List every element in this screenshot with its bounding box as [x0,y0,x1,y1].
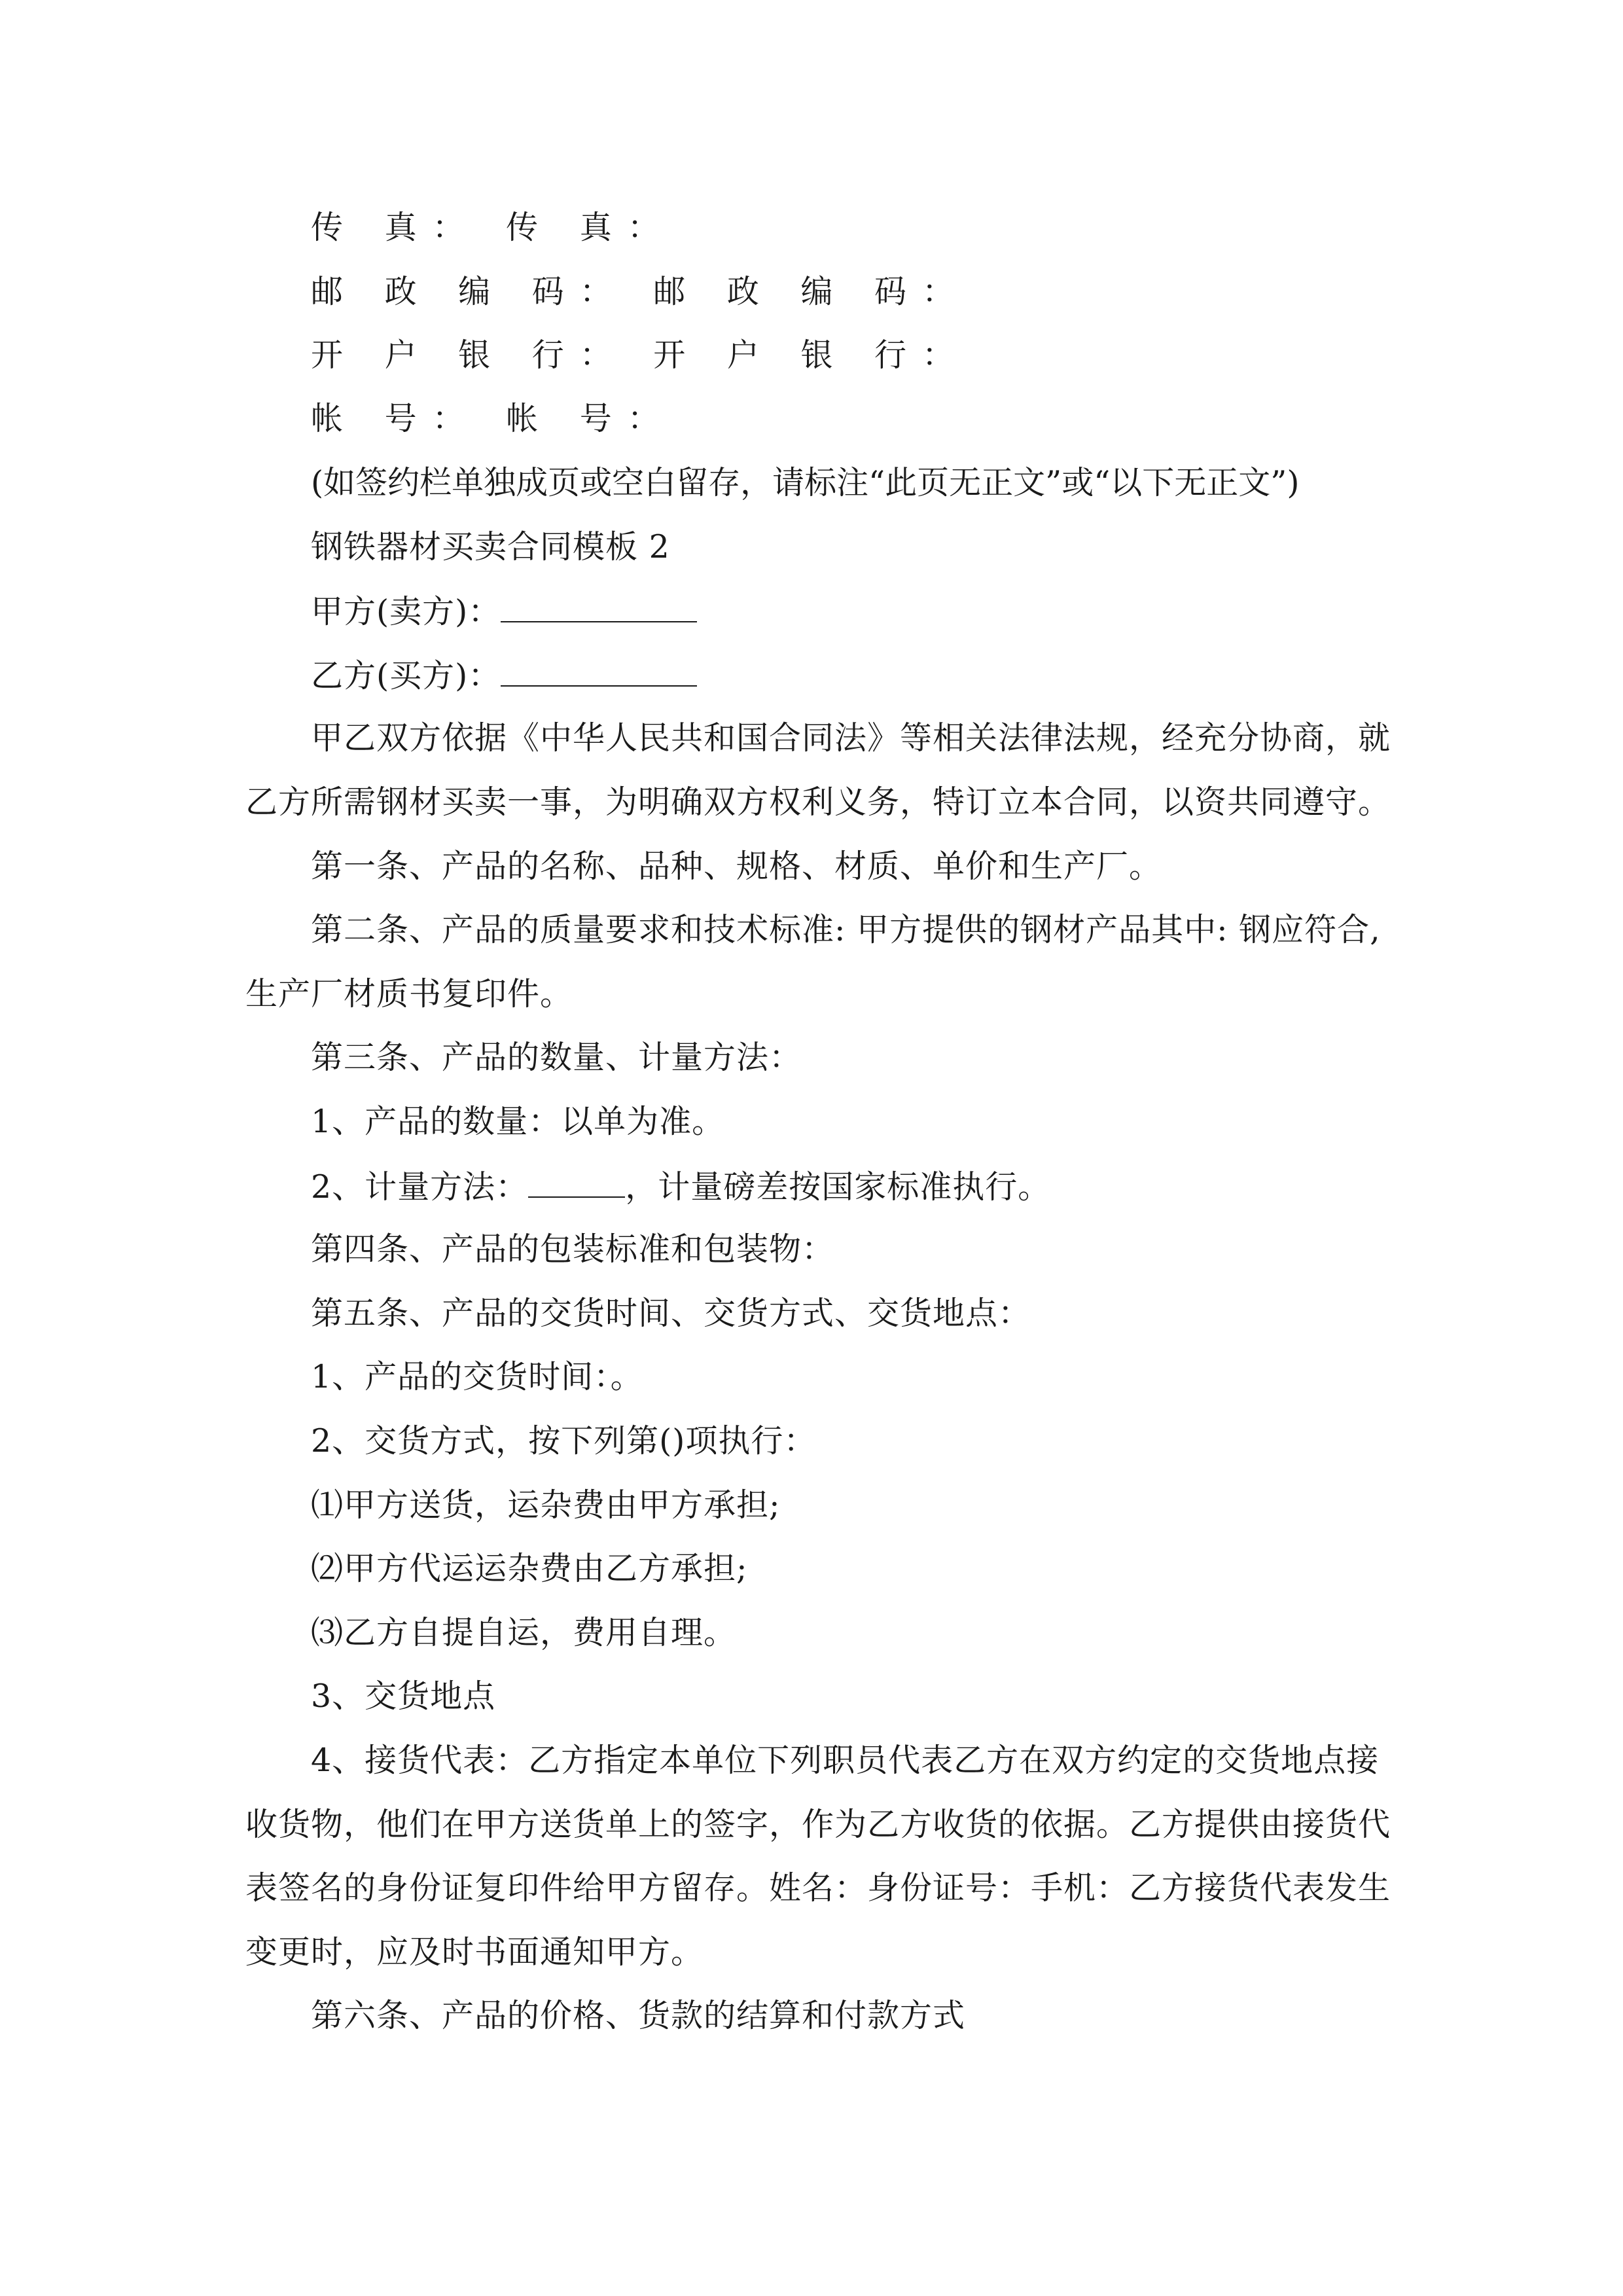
seller-label: 甲方(卖方)： [311,593,501,630]
article-3-item-1: 1、产品的数量：以单为准。 [311,1103,725,1140]
article-3-item-2-suffix: ，计量磅差按国家标准执行。 [625,1168,1051,1206]
article-2-line-2: 生产厂材质书复印件。 [245,975,573,1013]
measurement-blank [528,1166,625,1198]
article-5-option-1: ⑴甲方送货，运杂费由甲方承担; [311,1486,781,1524]
article-5-item-4-line-3: 表签名的身份证复印件给甲方留存。姓名：身份证号：手机：乙方接货代表发生 [245,1869,1391,1907]
buyer-blank [501,655,697,687]
article-5-item-4-line-1: 4、接货代表：乙方指定本单位下列职员代表乙方在双方约定的交货地点接 [311,1742,1380,1779]
article-5-item-3: 3、交货地点 [311,1677,496,1715]
article-5-option-2: ⑵甲方代运运杂费由乙方承担; [311,1550,748,1587]
article-5-title: 第五条、产品的交货时间、交货方式、交货地点： [311,1295,1031,1332]
article-1: 第一条、产品的名称、品种、规格、材质、单价和生产厂。 [311,848,1162,885]
article-5-item-1: 1、产品的交货时间：。 [311,1358,643,1395]
article-3-item-2-prefix: 2、计量方法： [311,1168,529,1206]
bank-line: 开 户 银 行： 开 户 银 行： [311,336,971,374]
seller-line [311,591,697,632]
article-5-option-3: ⑶乙方自提自运，费用自理。 [311,1614,737,1651]
article-5-item-2: 2、交货方式，按下列第()项执行： [311,1422,817,1460]
article-5-item-4-line-2: 收货物，他们在甲方送货单上的签字，作为乙方收货的依据。乙方提供由接货代 [245,1806,1391,1843]
preamble-line-1: 甲乙双方依据《中华人民共和国合同法》等相关法律法规，经充分协商，就 [311,719,1391,757]
contract-title: 钢铁器材买卖合同模板 2 [311,528,670,565]
fax-line: 传 真： 传 真： [311,209,675,246]
article-4: 第四条、产品的包装标准和包装物： [311,1230,835,1268]
article-2-line-1: 第二条、产品的质量要求和技术标准: 甲方提供的钢材产品其中: 钢应符合, [311,911,1381,948]
article-6: 第六条、产品的价格、货款的结算和付款方式 [311,1997,966,2034]
article-3-item-2 [311,1166,1050,1207]
signature-note: (如签约栏单独成页或空白留存，请标注“此页无正文”或“以下无正文”) [311,464,1300,501]
seller-blank [501,591,697,622]
account-line: 帐 号： 帐 号： [311,400,675,437]
article-3-title: 第三条、产品的数量、计量方法： [311,1039,802,1076]
article-5-item-4-line-4: 变更时，应及时书面通知甲方。 [245,1933,704,1971]
buyer-line [311,655,697,696]
postal-code-line: 邮 政 编 码： 邮 政 编 码： [311,273,971,310]
buyer-label: 乙方(买方)： [311,657,501,694]
preamble-line-2: 乙方所需钢材买卖一事，为明确双方权利义务，特订立本合同，以资共同遵守。 [245,783,1391,821]
